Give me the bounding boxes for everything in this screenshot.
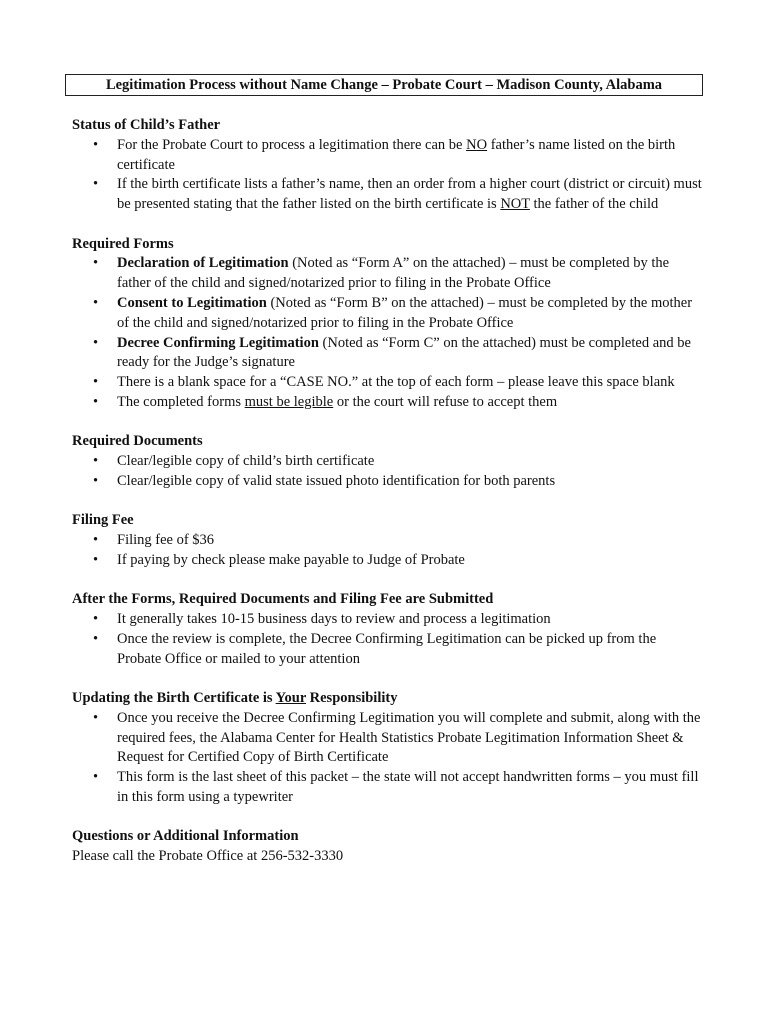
form-name: Consent to Legitimation <box>117 294 267 311</box>
section-heading: Filing Fee <box>72 512 134 529</box>
heading-text: Updating the Birth Certificate is <box>72 690 276 707</box>
list-item: • Clear/legible copy of valid state issued photo identification for both parents <box>72 472 712 492</box>
list-item <box>72 373 712 393</box>
item-text: (Noted as “Form A” on the attached) – must be completed by the father of the child and signed/notarized prior to filing in the Probate Office <box>117 255 670 292</box>
section-required-forms <box>72 235 712 413</box>
item-text: (Noted as “Form B” on the attached) – must be completed by the mother of the child and signed/notarized prior to filing in the Probate Office <box>117 294 693 331</box>
bullet-list <box>72 610 712 669</box>
bullet-list <box>72 254 712 412</box>
underlined-text: NOT <box>500 196 530 213</box>
section-heading: Questions or Additional Information <box>72 828 299 845</box>
list-item <box>72 254 712 294</box>
form-name: Decree Confirming Legitimation <box>117 334 319 351</box>
list-item: • It generally takes 10-15 business days to review and process a legitimation <box>72 610 712 630</box>
item-text: There is a blank space for a “CASE NO.” at the top of each form – please leave this space blank <box>117 374 675 391</box>
item-text: For the Probate Court to process a legitimation there can be <box>117 136 467 153</box>
item-text: father’s name listed on the birth certificate <box>117 136 676 173</box>
section-filing-fee <box>72 511 712 570</box>
item-text: The completed forms <box>117 393 245 410</box>
section-status-of-father <box>72 116 712 215</box>
section-after-submission <box>72 590 712 669</box>
section-questions <box>72 827 712 867</box>
underlined-text: must be legible <box>244 393 334 410</box>
item-text: the father of the child <box>529 196 659 213</box>
contact-text: Please call the Probate Office at 256-532-3330 <box>72 848 344 865</box>
section-heading: Status of Child’s Father <box>72 117 221 133</box>
list-item: • This form is the last sheet of this packet – the state will not accept handwritten forms – you must fill in this form using a typewriter <box>72 768 712 808</box>
list-item: • Filing fee of $36 <box>72 531 712 551</box>
list-item <box>72 393 712 413</box>
section-birth-certificate-update <box>72 689 712 808</box>
list-item: • Clear/legible copy of child’s birth certificate <box>72 452 712 472</box>
bullet-list <box>72 531 712 571</box>
bullet-list <box>72 136 712 215</box>
bullet-list <box>72 709 712 808</box>
document-title: Legitimation Process without Name Change – Probate Court – Madison County, Alabama <box>65 74 703 96</box>
list-item: • If paying by check please make payable to Judge of Probate <box>72 551 712 571</box>
list-item: • Once you receive the Decree Confirming Legitimation you will complete and submit, along with the required fees, the Alabama Center for Health Statistics Probate Legitimation Information Sheet & Request for Certified Copy of Birth Certificate <box>72 709 712 768</box>
section-heading: After the Forms, Required Documents and Filing Fee are Submitted <box>72 591 494 608</box>
section-required-documents <box>72 432 712 491</box>
underlined-text: NO <box>466 136 488 153</box>
item-text: or the court will refuse to accept them <box>333 393 558 410</box>
underlined-text: Your <box>275 690 307 707</box>
section-heading <box>72 689 712 709</box>
list-item <box>72 136 712 176</box>
section-heading: Required Forms <box>72 235 174 252</box>
document-body <box>72 116 712 887</box>
section-heading: Required Documents <box>72 433 203 450</box>
list-item: • Once the review is complete, the Decree Confirming Legitimation can be picked up from the Probate Office or mailed to your attention <box>72 630 712 670</box>
form-name: Declaration of Legitimation <box>117 255 289 272</box>
heading-text: Responsibility <box>306 690 398 707</box>
item-text: (Noted as “Form C” on the attached) must be completed and be ready for the Judge’s signature <box>117 334 691 371</box>
list-item <box>72 334 712 374</box>
item-text: If the birth certificate lists a father’s name, then an order from a higher court (district or circuit) must be presented stating that the father listed on the birth certificate is <box>117 176 702 213</box>
list-item <box>72 294 712 334</box>
list-item <box>72 175 712 215</box>
bullet-list <box>72 452 712 492</box>
